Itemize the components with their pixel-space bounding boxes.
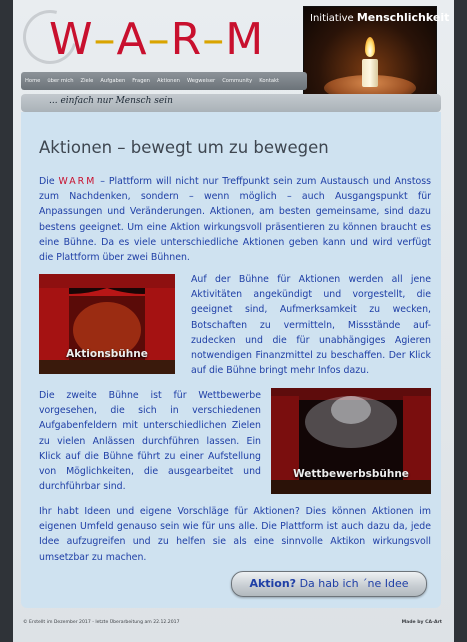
slogan-bar <box>21 94 441 112</box>
footer-credit[interactable]: Made by CA-Art <box>401 620 442 625</box>
nav-item-actions[interactable]: Aktionen <box>156 78 180 84</box>
stage-label: Aktionsbühne <box>66 348 148 360</box>
main-navigation <box>21 72 307 90</box>
nav-item-home[interactable]: Home <box>25 78 41 84</box>
flame-icon <box>365 37 375 57</box>
nav-item-about[interactable]: über mich <box>47 78 74 84</box>
site-header <box>19 4 299 72</box>
nav-item-guide[interactable]: Wegweiser <box>186 78 216 84</box>
candle-icon <box>362 59 378 87</box>
action-stage-text: Auf der Bühne für Aktionen werden all jene Aktivitäten angekündigt und vorgestellt, die geeignet sind, Aufmerksamkeit zu wecken, Botschaften zu vermitteln, Missstände auf-zudecken und die für unabhängiges Agieren notwendigen Finanzmittel zu beschaffen. Der Klick auf die Bühne bringt mehr Infos dazu. <box>191 274 431 377</box>
page <box>13 0 454 642</box>
nav-item-questions[interactable]: Fragen <box>132 78 150 84</box>
nav-item-community[interactable]: Community <box>222 78 253 84</box>
competition-stage-image[interactable] <box>271 388 431 494</box>
stage-label: Wettbewerbsbühne <box>293 468 409 480</box>
intro-paragraph: Die WARM – Plattform will nicht nur Treffpunkt sein zum Austausch und Anstoss zum Nachdenken, sondern – wenn möglich – auch Ausgangspunkt für Anpassungen und Veränderungen. Aktionen, am besten gemeinsame, sind dazu bestens geeignet. Um eine Aktion wirkungsvoll präsentieren zu können braucht es eine Bühne. Da es viele unterschiedliche Aktionen geben kann und wird verfügt die Plattform über zwei Bühnen. <box>39 176 431 264</box>
slogan: ... einfach nur Mensch sein <box>49 96 173 106</box>
nav-item-goals[interactable]: Ziele <box>80 78 94 84</box>
competition-stage-text: Die zweite Bühne ist für Wettbewerbe vorgesehen, die sich in verschiedenen Aufgabenfeldern mit unterschiedlichen Zielen zu vielen Anlässen durchführen lassen. Ein Klick auf die Bühne führt zu einer Aufstellung von Möglichkeiten, die ausgearbeitet und durchführbar sind. <box>39 390 261 493</box>
footer-copyright: © Erstellt im Dezember 2017 - letzte Überarbeitung am 22.12.2017 <box>23 620 180 625</box>
nav-item-contact[interactable]: Kontakt <box>259 78 280 84</box>
nav-item-tasks[interactable]: Aufgaben <box>100 78 126 84</box>
action-stage-image[interactable] <box>39 274 175 374</box>
warm-brand: WARM <box>58 176 97 187</box>
page-title: Aktionen – bewegt um zu bewegen <box>39 138 329 157</box>
main-content <box>21 112 441 608</box>
site-logo[interactable]: W–A–R–M <box>49 14 265 65</box>
ideas-paragraph: Ihr habt Ideen und eigene Vorschläge für Aktionen? Dies können Aktionen im eigenen Umfeld genauso sein wie für uns alle. Die Plattform ist auch dazu da, jede Idee aufzugreifen und zu helfen sie als eine sinnvolle Aktikon wirkungsvoll umsetzbar zu machen. <box>39 506 431 563</box>
idea-button[interactable]: Aktion? Da hab ich ´ne Idee <box>231 571 427 597</box>
banner-title: Initiative Menschlichkeit <box>310 11 450 24</box>
